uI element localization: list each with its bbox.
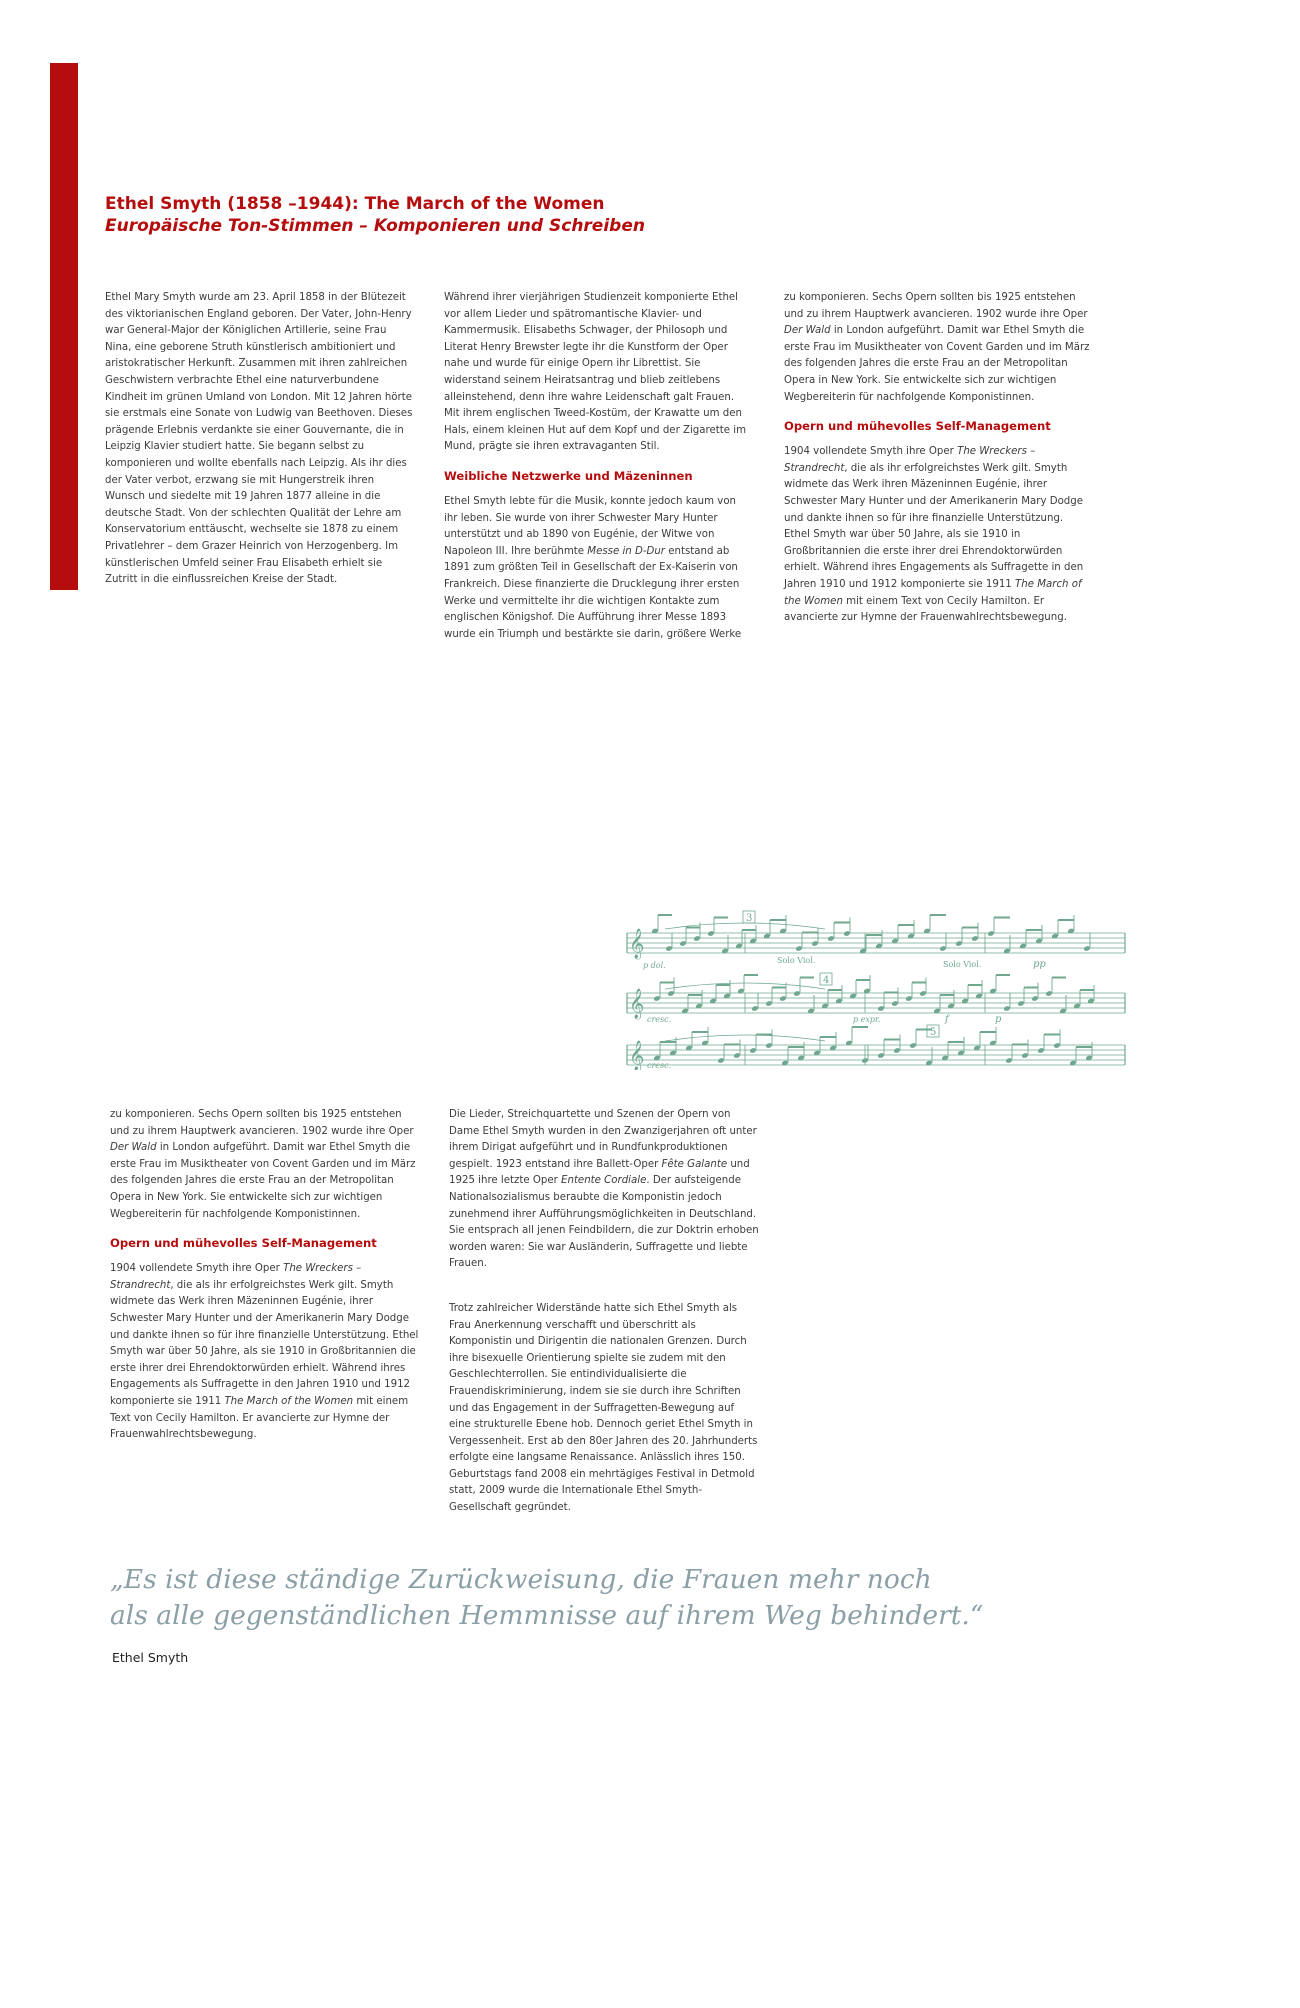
text-column-5 xyxy=(449,1107,759,1517)
paragraph-operas-repeat: zu komponieren. Sechs Opern sollten bis 1925 entstehen und zu ihrem Hauptwerk avancieren. 1902 wurde ihre Oper Der Wald in London aufgeführt. Damit war Ethel Smyth die erste Frau im Musiktheater von Covent Garden und im März des folgenden Jahres die erste Frau an der Metropolitan Opera in New York. Sie entwickelte sich zur wichtigen Wegbereiterin für nachfolgende Komponistinnen. xyxy=(110,1109,416,1220)
paragraph-studies: Während ihrer vierjährigen Studienzeit komponierte Ethel vor allem Lieder und spätromantische Klavier- und Kammermusik. Elisabeths Schwager, der Philosoph und Literat Henry Brewster legte ihr die Kunstform der Oper nahe und wurde für einige Opern ihr Librettist. Sie widerstand seinem Heiratsantrag und blieb zeitlebens alleinstehend, denn ihre wahre Leidenschaft galt Frauen. Mit ihrem englischen Tweed-Kostüm, der Krawatte um den Hals, einem kleinen Hut auf dem Kopf und der Zigarette im Mund, prägte sie ihren extravaganten Stil. xyxy=(444,292,746,453)
dynamic-cresc: cresc. xyxy=(647,1061,672,1070)
paragraph-biography: Ethel Mary Smyth wurde am 23. April 1858 in der Blütezeit des viktorianischen England geboren. Der Vater, John-Henry war General-Major der Königlichen Artillerie, seine Frau Nina, eine geborene Struth künstlerisch ambitioniert und aristokratischer Herkunft. Zusammen mit ihren zahlreichen Geschwistern verbrachte Ethel eine naturverbundene Kindheit im grünen Umland von London. Mit 12 Jahren hörte sie erstmals eine Sonate von Ludwig van Beethoven. Dieses prägende Erlebnis verdankte sie einer Gouvernante, die in Leipzig Klavier studiert hatte. Sie begann selbst zu komponieren und wollte ebenfalls nach Leipzig. Als ihr dies der Vater verbot, erzwang sie mit Hungerstreik ihren Wunsch und siedelte mit 19 Jahren 1877 alleine in die deutsche Stadt. Von der schlechten Qualität der Lehre am Konservatorium enttäuscht, wechselte sie 1878 zu einem Privatlehrer – dem Grazer Heinrich von Herzogenberg. Im künstlerischen Umfeld seiner Frau Elisabeth erhielt sie Zutritt in die einflussreichen Kreise der Stadt. xyxy=(105,292,413,586)
sheet-music-image xyxy=(625,905,1130,1070)
red-accent-bar xyxy=(50,63,78,590)
sheet-music-icon xyxy=(625,905,1130,1070)
paragraph-legacy: Trotz zahlreicher Widerstände hatte sich Ethel Smyth als Frau Anerkennung verschafft und überschritt als Komponistin und Dirigentin die nationalen Grenzen. Durch ihre bisexuelle Orientierung spielte sie zudem mit den Geschlechterrollen. Sie entindividualisierte die Frauendiskriminierung, indem sie sie durch ihre Schriften und das Engagement in der Suffragetten-Bewegung auf eine strukturelle Ebene hob. Dennoch geriet Ethel Smyth in Vergessenheit. Erst ab den 80er Jahren des 20. Jahrhunderts erfolgte eine langsame Renaissance. Anlässlich ihres 150. Geburtstags fand 2008 ein mehrtägiges Festival in Detmold statt, 2009 wurde die Internationale Ethel Smyth-Gesellschaft gegründet. xyxy=(449,1302,758,1514)
paragraph-operas: zu komponieren. Sechs Opern sollten bis 1925 entstehen und zu ihrem Hauptwerk avancieren. 1902 wurde ihre Oper Der Wald in London aufgeführt. Damit war Ethel Smyth die erste Frau im Musiktheater von Covent Garden und im März des folgenden Jahres die erste Frau an der Metropolitan Opera in New York. Sie entwickelte sich zur wichtigen Wegbereiterin für nachfolgende Komponistinnen. xyxy=(784,292,1090,403)
rehearsal-mark-5: 5 xyxy=(930,1027,937,1038)
text-column-4 xyxy=(110,1107,420,1444)
dynamic-p: p xyxy=(995,1014,1002,1025)
text-column-1 xyxy=(105,290,415,589)
dynamic-cresc: cresc. xyxy=(647,1015,672,1024)
solo-viol-label: Solo Viol. xyxy=(943,960,982,969)
slur xyxy=(665,1035,825,1041)
paragraph-twenties: Die Lieder, Streichquartette und Szenen der Opern von Dame Ethel Smyth wurden in den Zwanzigerjahren oft unter ihrem Dirigat aufgeführt und in Rundfunkproduktionen gespielt. 1923 entstand ihre Ballett-Oper Fête Galante und 1925 ihre letzte Oper Entente Cordiale. Der aufsteigende Nationalsozialismus beraubte die Komponistin jedoch zunehmend ihrer Aufführungsmöglichkeiten in Deutschland. Sie entsprach all jenen Feindbildern, die zur Doktrin erhoben worden waren: Sie war Ausländerin, Suffragette und liebte Frauen. xyxy=(449,1109,759,1270)
section-heading-networks: Weibliche Netzwerke und Mäzeninnen xyxy=(444,468,693,483)
page-subtitle: Europäische Ton-Stimmen – Komponieren und Schreiben xyxy=(105,216,645,236)
slur xyxy=(665,983,825,989)
page-title: Ethel Smyth (1858 –1944): The March of the Women xyxy=(105,194,605,214)
quote-line-1: „Es ist diese ständige Zurückweisung, die Frauen mehr noch xyxy=(110,1564,932,1595)
treble-clef: 𝄞 xyxy=(629,1041,645,1070)
paragraph-networks: Ethel Smyth lebte für die Musik, konnte jedoch kaum von ihr leben. Sie wurde von ihrer Schwester Mary Hunter unterstützt und ab 1890 von Eugénie, der Witwe von Napoleon III. Ihre berühmte Messe in D-Dur entstand ab 1891 zum größten Teil in Gesellschaft der Ex-Kaiserin von Frankreich. Diese finanzierte die Drucklegung ihrer ersten Werke und vermittelte ihr die wichtigen Kontakte zum englischen Königshof. Die Aufführung ihrer Messe 1893 wurde ein Triumph und bestärkte sie darin, größere Werke xyxy=(444,495,742,640)
treble-clef: 𝄞 xyxy=(629,989,645,1019)
dynamic-f: f xyxy=(945,1014,949,1025)
dynamic-pp: pp xyxy=(1033,959,1046,970)
solo-viol-label: Solo Viol. xyxy=(777,956,816,965)
paragraph-self-management-repeat: 1904 vollendete Smyth ihre Oper The Wreckers – Strandrecht, die als ihr erfolgreichstes Werk gilt. Smyth widmete das Werk ihren Mäzeninnen Eugénie, ihrer Schwester Mary Hunter und der Amerikanerin Mary Dodge und dankte ihnen so für ihre finanzielle Unterstützung. Ethel Smyth war über 50 Jahre, als sie 1910 in Großbritannien die erste ihrer drei Ehrendoktorwürden erhielt. Während ihres Engagements als Suffragette in den Jahren 1910 und 1912 komponierte sie 1911 The March of the Women mit einem Text von Cecily Hamilton. Er avancierte zur Hymne der Frauenwahlrechtsbewegung. xyxy=(110,1263,419,1441)
paragraph-self-management: 1904 vollendete Smyth ihre Oper The Wreckers – Strandrecht, die als ihr erfolgreichstes Werk gilt. Smyth widmete das Werk ihren Mäzeninnen Eugénie, ihrer Schwester Mary Hunter und der Amerikanerin Mary Dodge und dankte ihnen so für ihre finanzielle Unterstützung. Ethel Smyth war über 50 Jahre, als sie 1910 in Großbritannien die erste ihrer drei Ehrendoktorwürden erhielt. Während ihres Engagements als Suffragette in den Jahren 1910 und 1912 komponierte sie 1911 The March of the Women mit einem Text von Cecily Hamilton. Er avancierte zur Hymne der Frauenwahlrechtsbewegung. xyxy=(784,446,1084,624)
quote-line-2: als alle gegenständlichen Hemmnisse auf ihrem Weg behindert.“ xyxy=(110,1600,984,1631)
rehearsal-mark-3: 3 xyxy=(746,913,753,924)
quote-author: Ethel Smyth xyxy=(112,1650,189,1665)
dynamic-p-expr: p expr. xyxy=(853,1015,881,1024)
pull-quote xyxy=(110,1562,1190,1634)
section-heading-self-management-repeat: Opern und mühevolles Self-Management xyxy=(110,1236,377,1251)
treble-clef: 𝄞 xyxy=(629,929,645,959)
rehearsal-mark-4: 4 xyxy=(823,975,830,986)
dynamic-p-dol: p dol. xyxy=(643,961,666,970)
section-heading-self-management: Opern und mühevolles Self-Management xyxy=(784,419,1051,434)
text-column-2 xyxy=(444,290,749,643)
text-column-3 xyxy=(784,290,1090,627)
